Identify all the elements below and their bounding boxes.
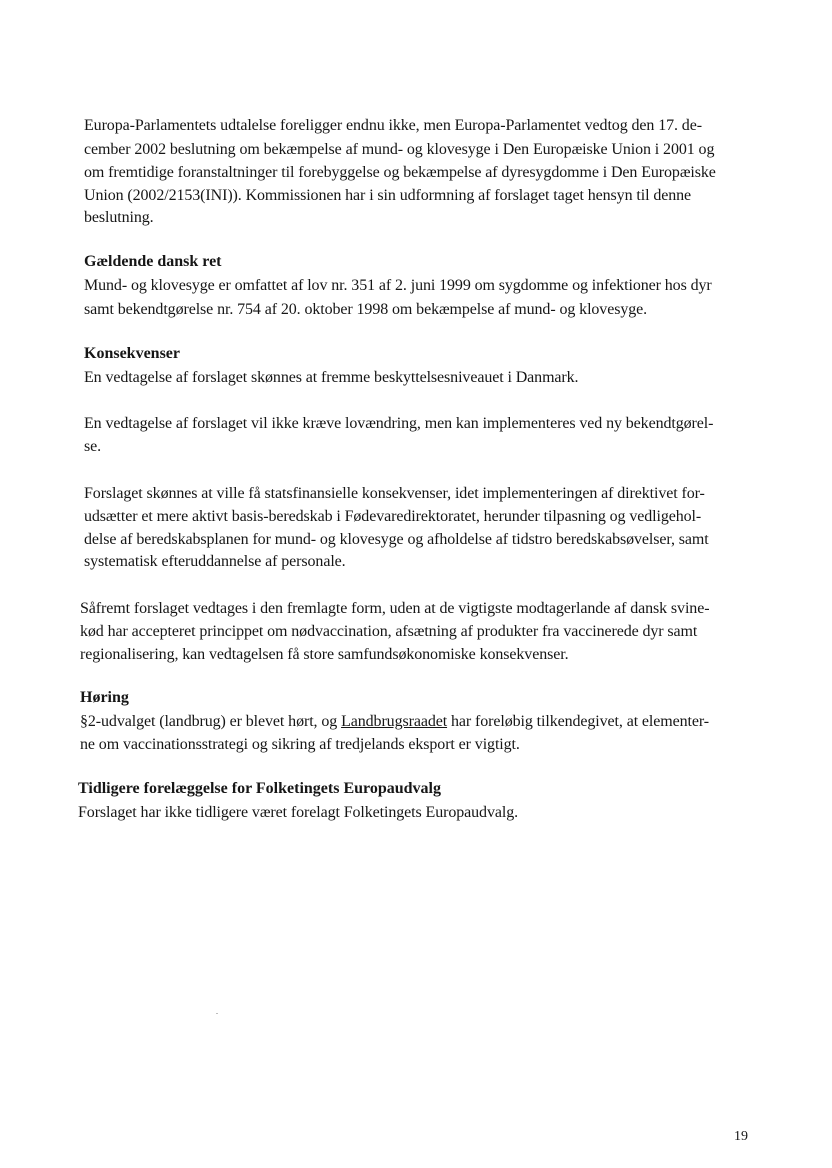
scan-speck — [216, 1013, 218, 1014]
konsekvenser-p2-line-1: En vedtagelse af forslaget vil ikke kræve lovændring, men kan implementeres ved ny bekendtgørel- — [84, 415, 714, 432]
heading-tidligere-forelaeggelse: Tidligere forelæggelse for Folketingets Europaudvalg — [78, 780, 441, 797]
intro-line-1: Europa-Parlamentets udtalelse foreligger endnu ikke, men Europa-Parlamentet vedtog den 17. de- — [84, 117, 702, 134]
page-number: 19 — [734, 1129, 748, 1144]
konsekvenser-p1-line-1: En vedtagelse af forslaget skønnes at fremme beskyttelsesniveauet i Danmark. — [84, 369, 579, 386]
heading-horing: Høring — [80, 689, 129, 706]
intro-line-4: Union (2002/2153(INI)). Kommissionen har i sin udformning af forslaget taget hensyn til denne — [84, 187, 692, 204]
konsekvenser-p4-line-3: regionalisering, kan vedtagelsen få store samfundsøkonomiske konsekvenser. — [80, 646, 569, 663]
konsekvenser-p3-line-2: udsætter et mere aktivt basis-beredskab i Fødevaredirektoratet, herunder tilpasning og vedligehol- — [84, 508, 702, 525]
landbrugsraadet-link[interactable]: Landbrugsraadet — [341, 713, 448, 730]
intro-line-5: beslutning. — [84, 209, 154, 226]
konsekvenser-p3-line-3: delse af beredskabsplanen for mund- og klovesyge og afholdelse af tidstro beredskabsøvelser, samt — [84, 531, 709, 548]
konsekvenser-p3-line-1: Forslaget skønnes at ville få statsfinansielle konsekvenser, idet implementeringen af direktivet for- — [84, 485, 705, 502]
dansk-ret-line-2: samt bekendtgørelse nr. 754 af 20. oktober 1998 om bekæmpelse af mund- og klovesyge. — [84, 301, 648, 318]
horing-line-2: ne om vaccinationsstrategi og sikring af tredjelands eksport er vigtigt. — [80, 736, 520, 753]
horing-line-1-end: har foreløbig tilkendegivet, at elementer- — [447, 713, 710, 730]
konsekvenser-p4-line-2: kød har accepteret princippet om nødvaccination, afsætning af produkter fra vaccinerede dyr samt — [80, 623, 698, 640]
konsekvenser-p2-line-2: se. — [84, 438, 102, 455]
horing-line-1 — [80, 712, 709, 732]
intro-line-2: cember 2002 beslutning om bekæmpelse af mund- og klovesyge i Den Europæiske Union i 2001 og — [84, 141, 715, 158]
tidligere-line-1: Forslaget har ikke tidligere været forelagt Folketingets Europaudvalg. — [78, 804, 518, 821]
heading-gaeldende-dansk-ret: Gældende dansk ret — [84, 253, 222, 270]
konsekvenser-p3-line-4: systematisk efteruddannelse af personale. — [84, 553, 346, 570]
konsekvenser-p4-line-1: Såfremt forslaget vedtages i den fremlagte form, uden at de vigtigste modtagerlande af dansk svine- — [80, 600, 710, 617]
dansk-ret-line-1: Mund- og klovesyge er omfattet af lov nr. 351 af 2. juni 1999 om sygdomme og infektioner hos dyr — [84, 277, 712, 294]
intro-line-3: om fremtidige foranstaltninger til forebyggelse og bekæmpelse af dyresygdomme i Den Europæiske — [84, 164, 716, 181]
horing-line-1-start: §2-udvalget (landbrug) er blevet hørt, og — [80, 713, 342, 730]
heading-konsekvenser: Konsekvenser — [84, 345, 180, 362]
